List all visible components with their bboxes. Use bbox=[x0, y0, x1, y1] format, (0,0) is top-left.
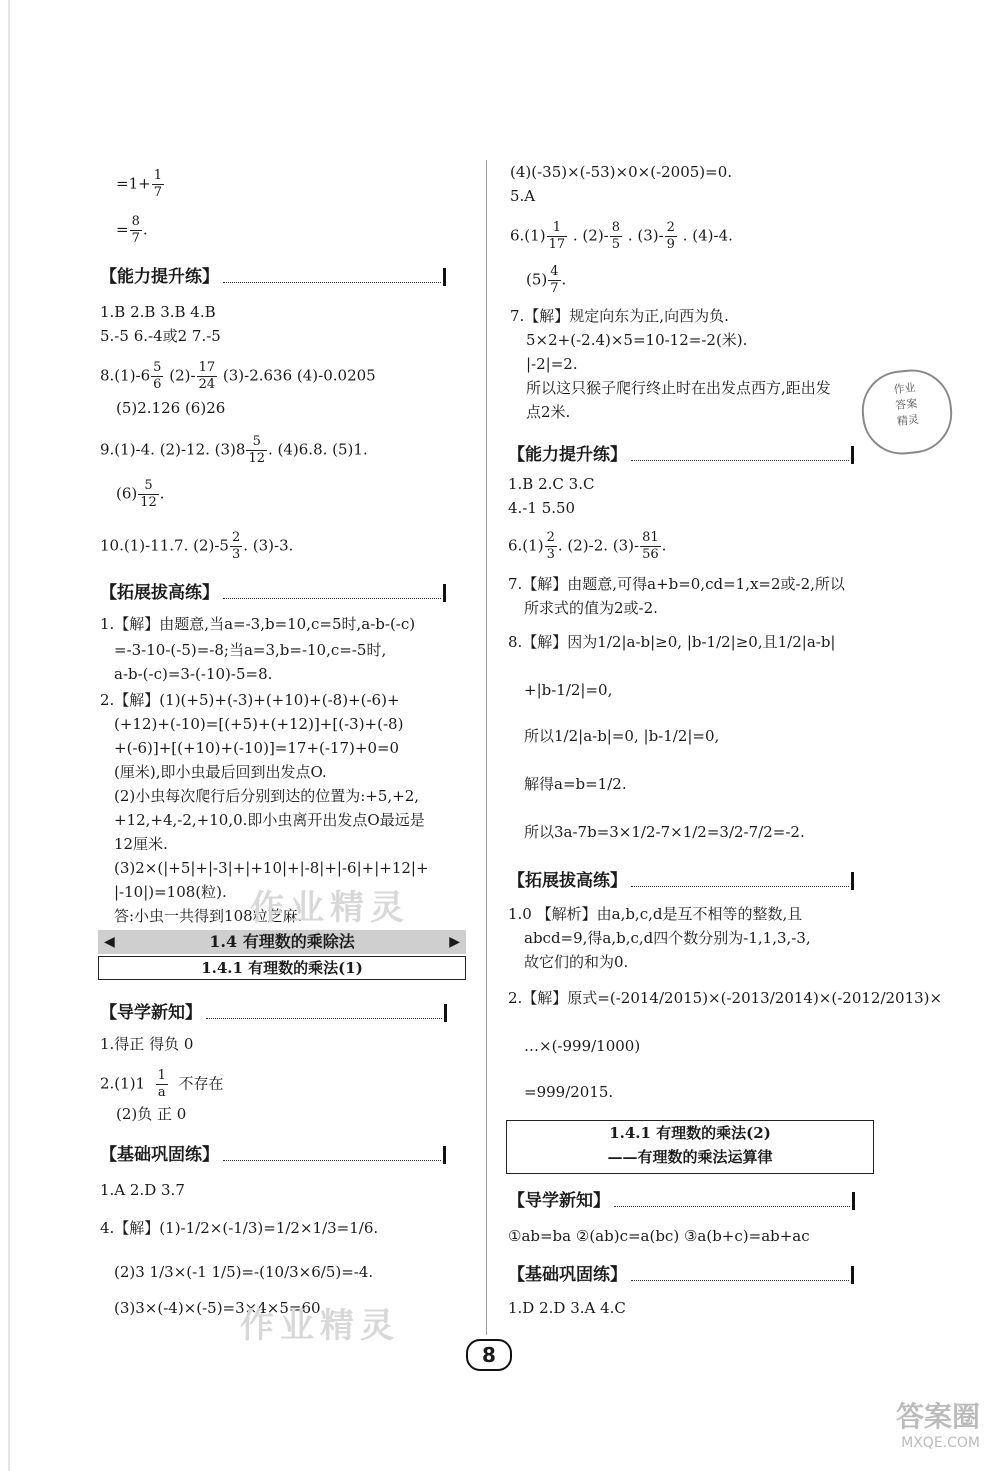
solution-line: (3)2×(|+5|+|-3|+|+10|+|-8|+|-6|+|+12|+ bbox=[114, 859, 429, 877]
page-edge bbox=[8, 0, 10, 1471]
left-top-line-1: =1+ $\frac{1}{7}$ bbox=[116, 168, 162, 200]
subsection-box-2: 1.4.1 有理数的乘法(2) ——有理数的乘法运算律 bbox=[506, 1120, 874, 1174]
site-watermark: 答案圈 MXQE.COM bbox=[895, 1400, 980, 1451]
section-title-ability: 【能力提升练】 bbox=[100, 262, 446, 287]
answer-line: (4)(-35)×(-53)×0×(-2005)=0. bbox=[510, 163, 733, 181]
solution-line: 点2米. bbox=[526, 403, 571, 421]
answer-line: 1.得正 得负 0 bbox=[100, 1035, 194, 1053]
arrow-right-icon: ▶ bbox=[449, 934, 460, 950]
solution-line: 故它们的和为0. bbox=[524, 953, 629, 971]
answer-line: (2)负 正 0 bbox=[116, 1105, 187, 1123]
answer-line: 9.(1)-4. (2)-12. (3)8 $\frac{5}{12}$ . (4)6.8. (5)1. bbox=[100, 434, 368, 466]
solution-line: (2)3 1/3×(-1 1/5)=-(10/3×6/5)=-4. bbox=[114, 1263, 374, 1281]
homework-stamp: 作业 答案 精灵 bbox=[858, 366, 956, 459]
solution-line: (厘米),即小虫最后回到出发点O. bbox=[114, 763, 327, 781]
answer-line: (5)2.126 (6)26 bbox=[116, 399, 226, 417]
answer-line: 4.-1 5.50 bbox=[508, 499, 576, 517]
solution-line: a-b-(-c)=3-(-10)-5=8. bbox=[114, 665, 273, 683]
solution-line: 12厘米. bbox=[114, 835, 168, 853]
watermark-text: 作业精灵 bbox=[240, 1306, 400, 1346]
fraction: $\frac{8}{7}$ bbox=[131, 214, 140, 246]
section-title-extension: 【拓展拔高练】 bbox=[100, 578, 446, 603]
solution-line: +(-6)]+[(+10)+(-10)]=17+(-17)+0=0 bbox=[114, 739, 400, 757]
solution-line: 2.【解】原式=(-2014/2015)×(-2013/2014)×(-2012/2013)× bbox=[508, 989, 943, 1007]
solution-line: 8.【解】因为1/2|a-b|≥0, |b-1/2|≥0,且1/2|a-b| bbox=[508, 633, 836, 651]
answer-line: (6) $\frac{5}{12}$ . bbox=[116, 478, 165, 510]
subsection-box-1: 1.4.1 有理数的乘法(1) bbox=[98, 956, 466, 980]
solution-line: (3)3×(-4)×(-5)=3×4×5=60. bbox=[114, 1299, 326, 1317]
section-title-ability-2: 【能力提升练】 bbox=[508, 440, 854, 465]
solution-line: 所以3a-7b=3×1/2-7×1/2=3/2-7/2=-2. bbox=[524, 823, 805, 841]
solution-line: (+12)+(-10)=[(+5)+(+12)]+[(-3)+(-8) bbox=[114, 715, 404, 733]
solution-line: 解得a=b=1/2. bbox=[524, 775, 627, 793]
watermark-text: 作业精灵 bbox=[250, 888, 410, 928]
solution-line: +|b-1/2|=0, bbox=[524, 681, 613, 699]
answer-line: 6.(1) $\frac{1}{17}$ . (2)- $\frac{8}{5}$ . (3)- $\frac{2}{9}$ . (4)-4. bbox=[510, 220, 733, 252]
answer-line: 2.(1)1 $\frac{1}{a}$ 不存在 bbox=[100, 1068, 224, 1100]
answer-line: 5.A bbox=[510, 187, 536, 205]
solution-line: abcd=9,得a,b,c,d四个数分别为-1,1,3,-3, bbox=[524, 929, 811, 947]
solution-line: 7.【解】由题意,可得a+b=0,cd=1,x=2或-2,所以 bbox=[508, 575, 845, 593]
solution-line: 答:小虫一共得到108粒芝麻. bbox=[114, 907, 303, 925]
solution-line: 4.【解】(1)-1/2×(-1/3)=1/2×1/3=1/6. bbox=[100, 1219, 379, 1237]
solution-line: (2)小虫每次爬行后分别到达的位置为:+5,+2, bbox=[114, 787, 420, 805]
answer-line: 1.D 2.D 3.A 4.C bbox=[508, 1299, 626, 1317]
column-divider bbox=[486, 160, 487, 1335]
solution-line: …×(-999/1000) bbox=[524, 1037, 641, 1055]
solution-line: 所以这只猴子爬行终止时在出发点西方,距出发 bbox=[526, 379, 831, 397]
chapter-banner: ◀ 1.4 有理数的乘除法 ▶ bbox=[98, 930, 466, 954]
section-title-basic-2: 【基础巩固练】 bbox=[508, 1260, 854, 1285]
answer-line: 10.(1)-11.7. (2)-5 $\frac{2}{3}$ . (3)-3. bbox=[100, 530, 294, 562]
solution-line: 7.【解】规定向东为正,向西为负. bbox=[510, 307, 729, 325]
answer-line: 5.-5 6.-4或2 7.-5 bbox=[100, 327, 221, 345]
left-top-line-2: = $\frac{8}{7}$ . bbox=[116, 214, 148, 246]
solution-line: |-2|=2. bbox=[526, 355, 578, 373]
solution-line: =-3-10-(-5)=-8;当a=3,b=-10,c=-5时, bbox=[114, 641, 387, 659]
section-title-guide: 【导学新知】 bbox=[100, 998, 447, 1023]
solution-line: 1.【解】由题意,当a=-3,b=10,c=5时,a-b-(-c) bbox=[100, 615, 416, 633]
solution-line: 2.【解】(1)(+5)+(-3)+(+10)+(-8)+(-6)+ bbox=[100, 691, 400, 709]
answer-line: 1.B 2.C 3.C bbox=[508, 475, 595, 493]
solution-line: 所求式的值为2或-2. bbox=[524, 599, 658, 617]
section-title-guide-2: 【导学新知】 bbox=[508, 1186, 855, 1211]
answer-line: 1.B 2.B 3.B 4.B bbox=[100, 303, 216, 321]
arrow-left-icon: ◀ bbox=[104, 934, 115, 950]
answer-line: (5) $\frac{4}{7}$ . bbox=[526, 264, 567, 296]
solution-line: |-10|)=108(粒). bbox=[114, 883, 227, 901]
fraction: $\frac{1}{7}$ bbox=[153, 168, 162, 200]
solution-line: +12,+4,-2,+10,0.即小虫离开出发点O最远是 bbox=[114, 811, 425, 829]
answer-line: 8.(1)-6 $\frac{5}{6}$ (2)- $\frac{17}{24}$ (3)-2.636 (4)-0.0205 bbox=[100, 360, 376, 392]
answer-line: ①ab=ba ②(ab)c=a(bc) ③a(b+c)=ab+ac bbox=[508, 1227, 810, 1245]
answer-line: 1.A 2.D 3.7 bbox=[100, 1181, 185, 1199]
section-title-extension-2: 【拓展拔高练】 bbox=[508, 866, 854, 891]
solution-line: =999/2015. bbox=[524, 1083, 614, 1101]
solution-line: 所以1/2|a-b|=0, |b-1/2|=0, bbox=[524, 727, 720, 745]
page-number: 8 bbox=[466, 1339, 512, 1371]
answer-line: 6.(1) $\frac{2}{3}$ . (2)-2. (3)- $\frac{81}{56}$ . bbox=[508, 530, 667, 562]
section-title-basic: 【基础巩固练】 bbox=[100, 1140, 446, 1165]
solution-line: 1.0 【解析】由a,b,c,d是互不相等的整数,且 bbox=[508, 905, 803, 923]
solution-line: 5×2+(-2.4)×5=10-12=-2(米). bbox=[526, 331, 748, 349]
